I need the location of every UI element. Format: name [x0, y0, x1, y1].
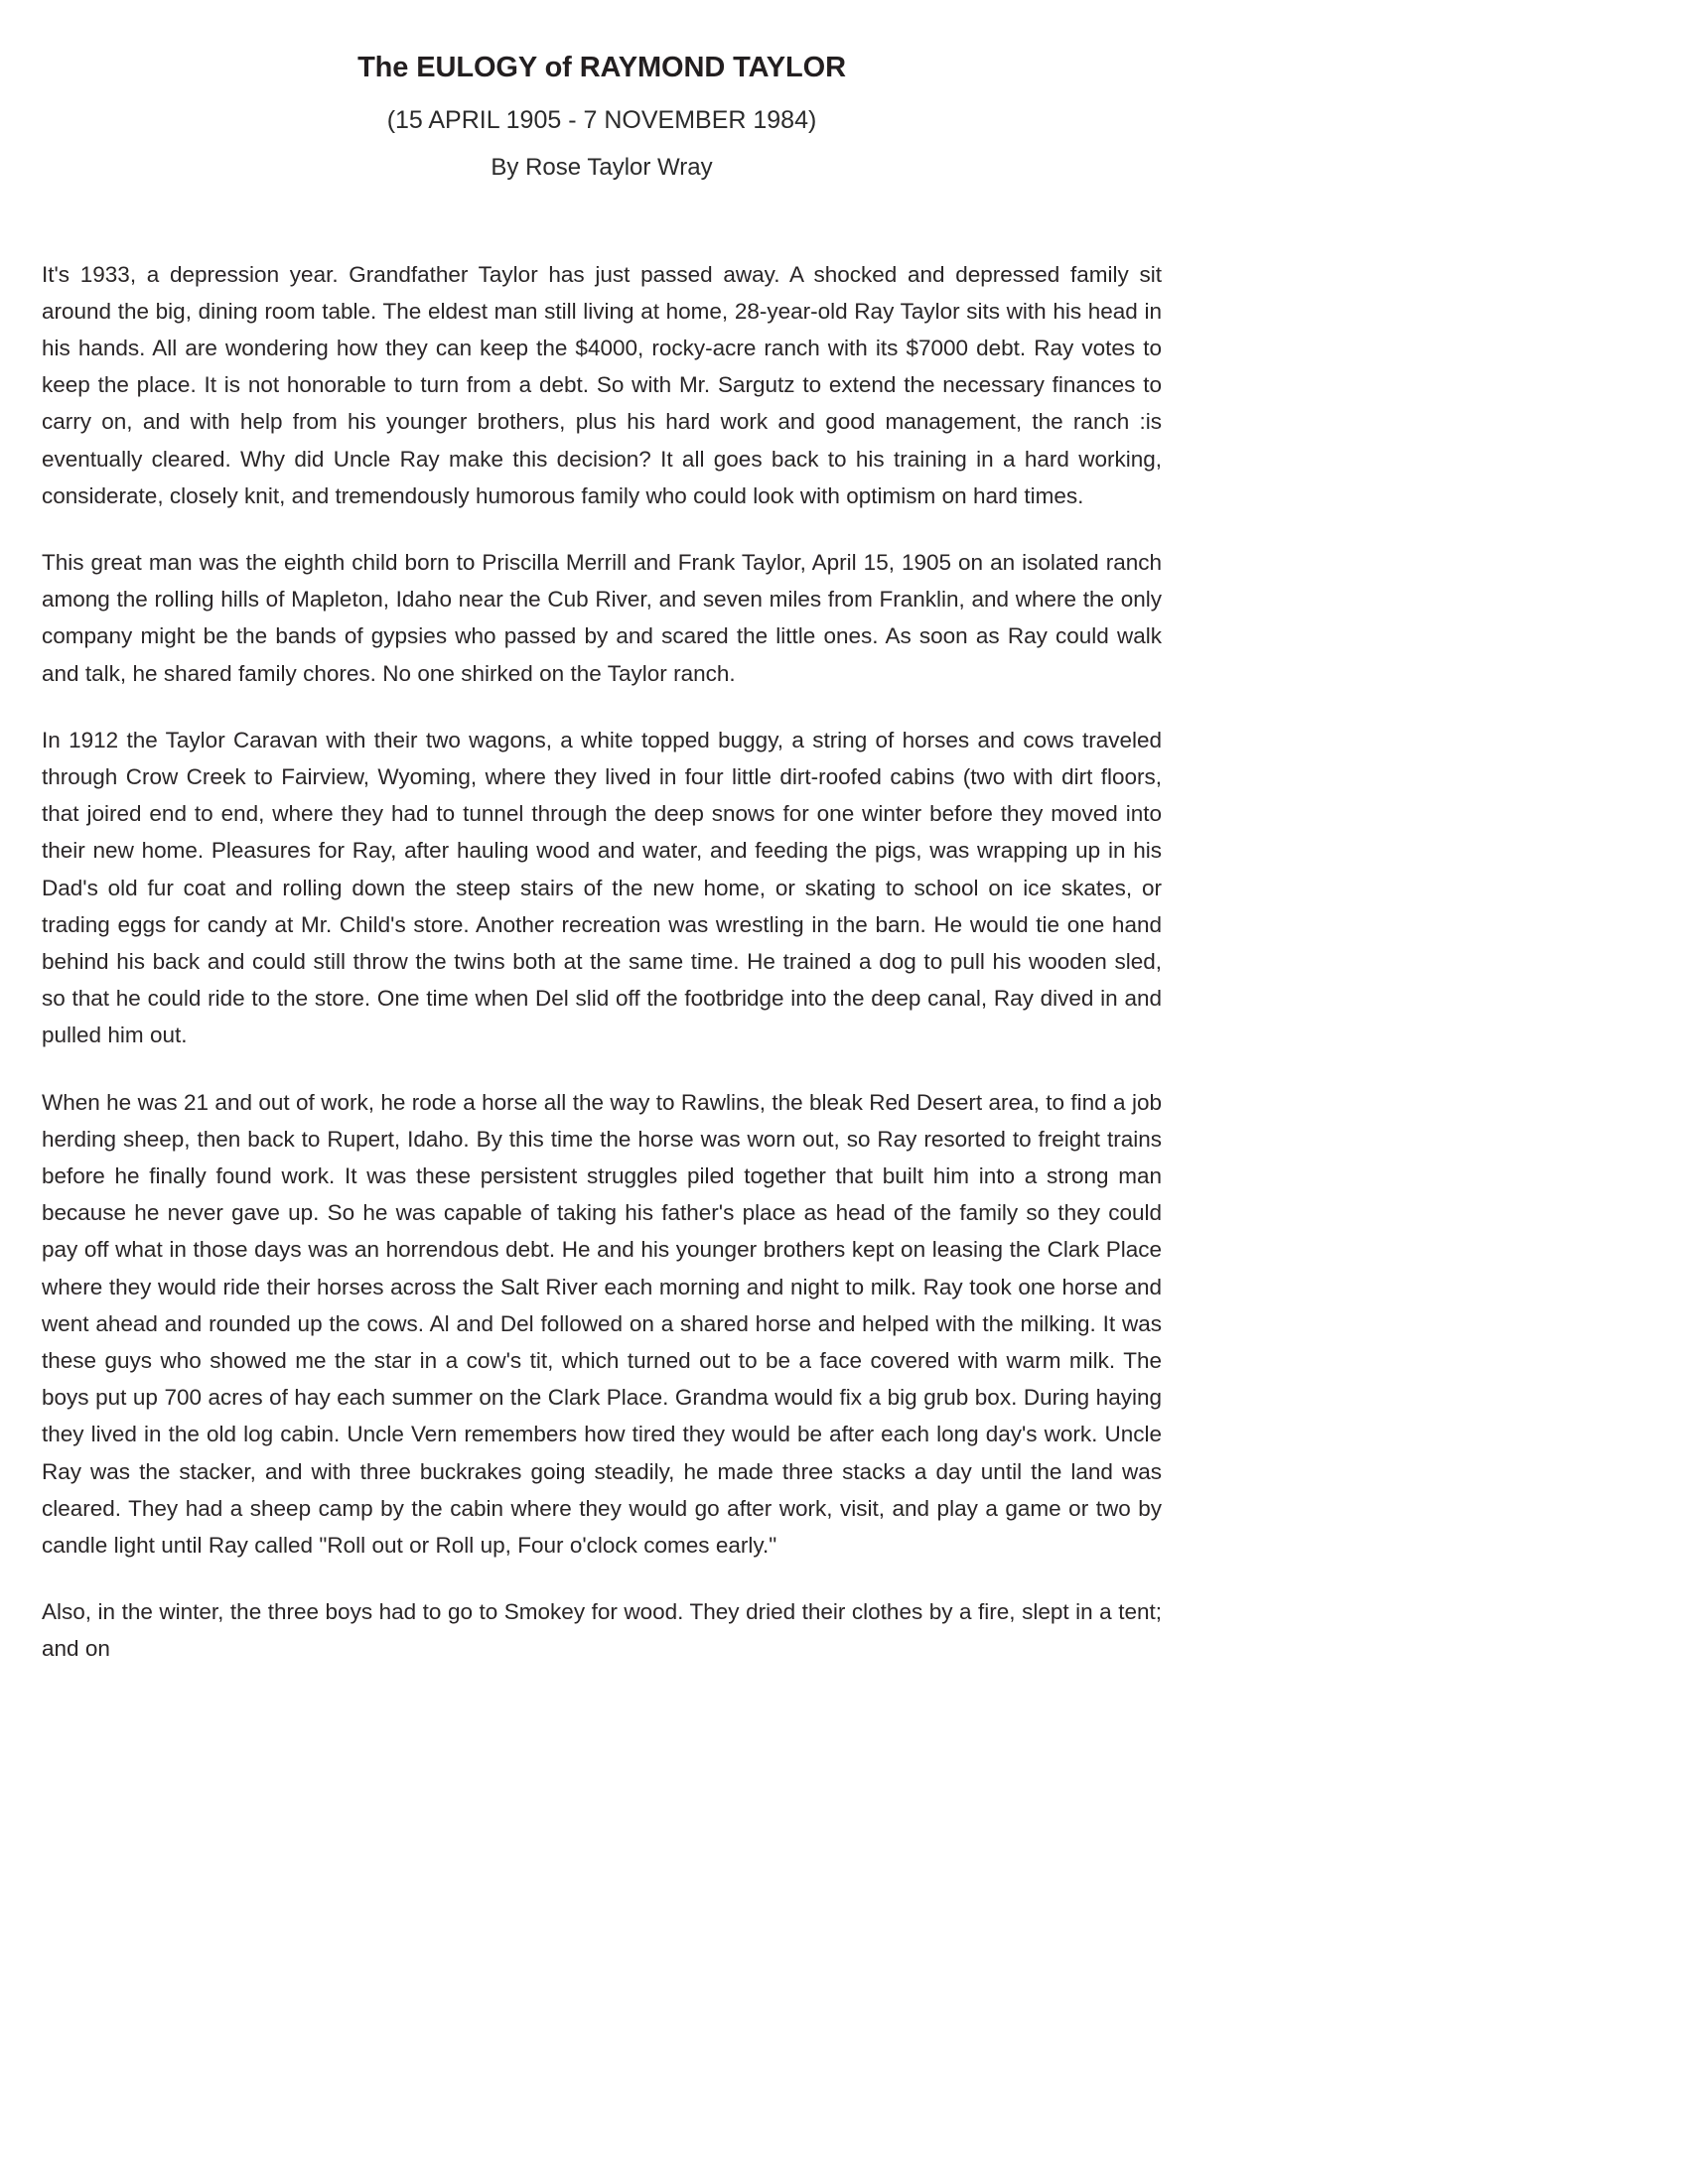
body-paragraph: In 1912 the Taylor Caravan with their two wagons, a white topped buggy, a string of horses and cows traveled through Crow Creek to Fairview, Wyoming, where they lived in four little dirt-roofed cabins (two with dirt floors, that joired end to end, where they had to tunnel through the deep snows for one winter before they moved into their new home. Pleasures for Ray, after hauling wood and water, and feeding the pigs, was wrapping up in his Dad's old fur coat and rolling down the steep stairs of the new home, or skating to school on ice skates, or trading eggs for candy at Mr. Child's store. Another recreation was wrestling in the barn. He would tie one hand behind his back and could still throw the twins both at the same time. He trained a dog to pull his wooden sled, so that he could ride to the store. One time when Del slid off the footbridge into the deep canal, Ray dived in and pulled him out. [42, 727, 1162, 1048]
body-paragraph: Also, in the winter, the three boys had to go to Smokey for wood. They dried their clothes by a fire, slept in a tent; and on [42, 1599, 1162, 1662]
document-title: The EULOGY of RAYMOND TAYLOR [357, 52, 846, 83]
body-paragraph: This great man was the eighth child born to Priscilla Merrill and Frank Taylor, April 15, 1905 on an isolated ranch among the rolling hills of Mapleton, Idaho near the Cub River, and seven miles from Franklin, and where the only company might be the bands of gypsies who passed by and scared the little ones. As soon as Ray could walk and talk, he shared family chores. No one shirked on the Taylor ranch. [42, 549, 1162, 686]
document-body [42, 256, 1162, 1668]
document-byline: By Rose Taylor Wray [491, 153, 713, 181]
document-subtitle-dates: (15 APRIL 1905 - 7 NOVEMBER 1984) [386, 106, 817, 135]
body-paragraph: It's 1933, a depression year. Grandfather Taylor has just passed away. A shocked and depressed family sit around the big, dining room table. The eldest man still living at home, 28-year-old Ray Taylor sits with his head in his hands. All are wondering how they can keep the $4000, rocky-acre ranch with its $7000 debt. Ray votes to keep the place. It is not honorable to turn from a debt. So with Mr. Sargutz to extend the necessary finances to carry on, and with help from his younger brothers, plus his hard work and good management, the ranch :is eventually cleared. Why did Uncle Ray make this decision? It all goes back to his training in a hard working, considerate, closely knit, and tremendously humorous family who could look with optimism on hard times. [42, 261, 1162, 508]
body-paragraph: When he was 21 and out of work, he rode a horse all the way to Rawlins, the bleak Red Desert area, to find a job herding sheep, then back to Rupert, Idaho. By this time the horse was worn out, so Ray resorted to freight trains before he finally found work. It was these persistent struggles piled together that built him into a strong man because he never gave up. So he was capable of taking his father's place as head of the family so they could pay off what in those days was an horrendous debt. He and his younger brothers kept on leasing the Clark Place where they would ride their horses across the Salt River each morning and night to milk. Ray took one horse and went ahead and rounded up the cows. Al and Del followed on a shared horse and helped with the milking. It was these guys who showed me the star in a cow's tit, which turned out to be a face covered with warm milk. The boys put up 700 acres of hay each summer on the Clark Place. Grandma would fix a big grub box. During haying they lived in the old log cabin. Uncle Vern remembers how tired they would be after each long day's work. Uncle Ray was the stacker, and with three buckrakes going steadily, he made three stacks a day until the land was cleared. They had a sheep camp by the cabin where they would go after work, visit, and play a game or two by candle light until Ray called "Roll out or Roll up, Four o'clock comes early." [42, 1089, 1162, 1558]
document-header [42, 46, 1162, 183]
